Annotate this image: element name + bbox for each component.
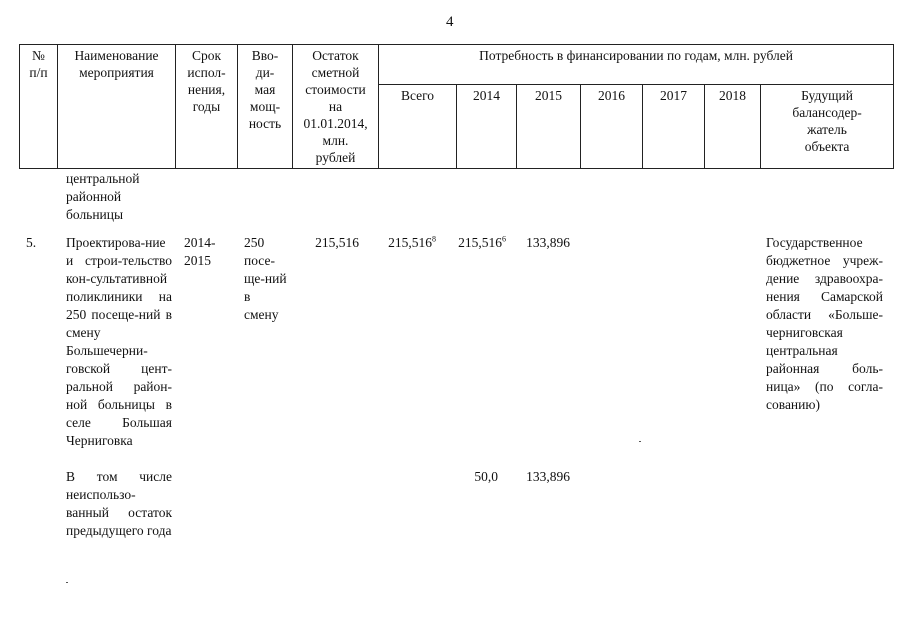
- row-capacity: 250 посе-ще-ний в смену: [244, 235, 287, 322]
- header-need: Потребность в финансировании по годам, млн. рублей: [379, 45, 894, 85]
- footnote-mark: 6: [502, 234, 506, 244]
- row-name: Проектирова-ние и строи-тельство кон-сультативной поликлиники на 250 посеще-ний в смену Большечерни-говской цент-ральной район-ной больницы в селе Большая Черниговка: [66, 235, 172, 448]
- subrow-name: В том числе неиспользо-ванный остаток предыдущего года: [66, 469, 172, 538]
- header-year-2018: 2018: [705, 85, 761, 169]
- row-2015: 133,896: [526, 235, 570, 250]
- scan-speck: [66, 582, 68, 583]
- page-number: 4: [446, 14, 454, 30]
- header-term: Срок испол- нения, годы: [176, 45, 238, 169]
- row-term: 2014- 2015: [184, 235, 216, 268]
- header-balance: Остаток сметной стоимости на 01.01.2014, млн. рублей: [293, 45, 379, 169]
- row-number: 5.: [26, 235, 37, 250]
- header-name: Наименование мероприятия: [58, 45, 176, 169]
- row-balance: 215,516: [315, 235, 359, 250]
- footnote-mark: 8: [432, 234, 436, 244]
- header-year-2017: 2017: [643, 85, 705, 169]
- header-holder: Будущий балансодер- жатель объекта: [761, 85, 894, 169]
- header-year-2016: 2016: [581, 85, 643, 169]
- subrow-2014: 50,0: [474, 469, 498, 484]
- table-header: [19, 44, 894, 169]
- scan-speck: [639, 441, 641, 442]
- header-capacity: Вво- ди- мая мощ- ность: [238, 45, 293, 169]
- subrow-2015: 133,896: [526, 469, 570, 484]
- row-holder: Государственное бюджетное учреж-дение здравоохра-нения Самарской области «Больше-черниговская центральная районная боль-ница» (по согла-сованию): [766, 235, 883, 412]
- header-total: Всего: [379, 85, 457, 169]
- header-no: № п/п: [20, 45, 58, 169]
- row-2014: 215,516$^6$: [458, 234, 506, 250]
- carry-over-text: центральной районной больницы: [66, 171, 140, 222]
- header-year-2015: 2015: [517, 85, 581, 169]
- row-total: 215,516$^8$: [388, 234, 436, 250]
- header-year-2014: 2014: [457, 85, 517, 169]
